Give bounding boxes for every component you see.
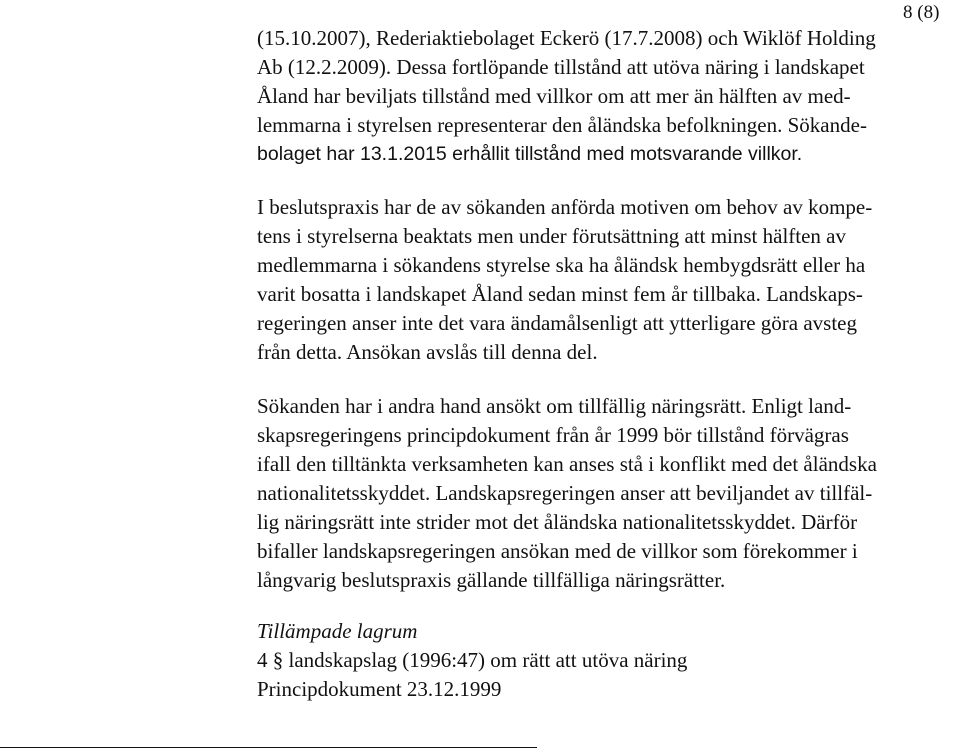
text-line: (15.10.2007), Rederiaktiebolaget Eckerö (17.7.2008) och Wiklöf Holding	[257, 26, 876, 50]
applied-law-item: Principdokument 23.12.1999	[257, 677, 502, 701]
paragraph-temporary-right	[257, 392, 877, 595]
applied-law-heading: Tillämpade lagrum	[257, 619, 418, 643]
text-line: regeringen anser inte det vara ändamålsenligt att ytterligare göra avsteg	[257, 311, 857, 335]
text-line: Ab (12.2.2009). Dessa fortlöpande tillstånd att utöva näring i landskapet	[257, 55, 865, 79]
text-line: Sökanden har i andra hand ansökt om tillfällig näringsrätt. Enligt land-	[257, 394, 852, 418]
text-line: Åland har beviljats tillstånd med villkor om att mer än hälften av med-	[257, 84, 851, 108]
text-line: skapsregeringens principdokument från år 1999 bör tillstånd förvägras	[257, 423, 849, 447]
text-line: långvarig beslutspraxis gällande tillfälliga näringsrätter.	[257, 568, 726, 592]
paragraph-decision-practice	[257, 193, 872, 367]
applied-law-item: 4 § landskapslag (1996:47) om rätt att utöva näring	[257, 648, 688, 672]
text-line: I beslutspraxis har de av sökanden anförda motiven om behov av kompe-	[257, 195, 873, 219]
text-line: nationalitetsskyddet. Landskapsregeringen anser att beviljandet av tillfäl-	[257, 481, 873, 505]
paragraph-permits-history	[257, 24, 876, 169]
text-line: medlemmarna i sökandens styrelse ska ha åländsk hembygdsrätt eller ha	[257, 253, 866, 277]
text-line: tens i styrelserna beaktats men under förutsättning att minst hälften av	[257, 224, 847, 248]
page-number: 8 (8)	[903, 2, 940, 23]
footnote-divider	[0, 747, 537, 748]
text-line: lig näringsrätt inte strider mot det åländska nationalitetsskyddet. Därför	[257, 510, 858, 534]
applied-law-section	[257, 617, 687, 704]
text-line: bolaget har 13.1.2015 erhållit tillstånd med motsvarande villkor.	[257, 143, 803, 165]
text-line: från detta. Ansökan avslås till denna del.	[257, 340, 598, 364]
text-line: bifaller landskapsregeringen ansökan med de villkor som förekommer i	[257, 539, 858, 563]
text-line: lemmarna i styrelsen representerar den åländska befolkningen. Sökande-	[257, 113, 867, 137]
text-line: varit bosatta i landskapet Åland sedan minst fem år tillbaka. Landskaps-	[257, 282, 863, 306]
text-line: ifall den tilltänkta verksamheten kan anses stå i konflikt med det åländska	[257, 452, 877, 476]
